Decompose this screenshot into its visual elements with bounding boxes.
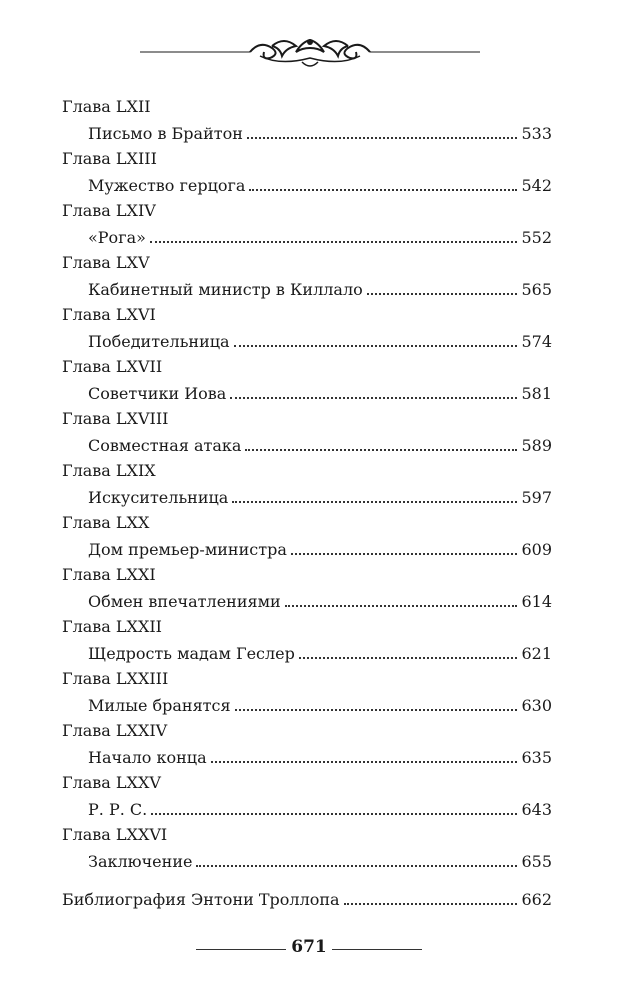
- dot-leader: [245, 449, 517, 451]
- toc-chapter: [62, 460, 552, 512]
- toc-entry[interactable]: [88, 539, 552, 561]
- chapter-page: 614: [521, 592, 552, 611]
- chapter-title: Начало конца: [88, 748, 207, 767]
- footer-rule-right: [332, 949, 422, 950]
- toc-chapter: [62, 356, 552, 408]
- chapter-label: Глава LXXIV: [62, 721, 168, 740]
- chapter-label: Глава LXX: [62, 513, 150, 532]
- toc-chapter: [62, 824, 552, 876]
- chapter-page: 565: [521, 280, 552, 299]
- chapter-title: Победительница: [88, 332, 230, 351]
- chapter-page: 552: [521, 228, 552, 247]
- chapter-page: 635: [521, 748, 552, 767]
- chapter-label: Глава LXXII: [62, 617, 162, 636]
- toc-entry[interactable]: [88, 747, 552, 769]
- toc-chapter: [62, 148, 552, 200]
- chapter-page: 643: [521, 800, 552, 819]
- dot-leader: [151, 813, 517, 815]
- dot-leader: [367, 293, 518, 295]
- dot-leader: [232, 501, 517, 503]
- toc-chapter: [62, 564, 552, 616]
- chapter-page: 533: [521, 124, 552, 143]
- toc-chapter: [62, 772, 552, 824]
- chapter-page: 589: [521, 436, 552, 455]
- toc-entry[interactable]: [88, 591, 552, 613]
- bibliography-entry[interactable]: [62, 889, 552, 911]
- dot-leader: [234, 345, 518, 347]
- dot-leader: [230, 397, 517, 399]
- chapter-label: Глава LXII: [62, 97, 151, 116]
- toc-entry[interactable]: [88, 331, 552, 353]
- chapter-label: Глава LXV: [62, 253, 150, 272]
- chapter-page: 621: [521, 644, 552, 663]
- chapter-title: Советчики Иова: [88, 384, 227, 403]
- chapter-label: Глава LXXI: [62, 565, 156, 584]
- chapter-title: Искусительница: [88, 488, 229, 507]
- chapter-page: 630: [521, 696, 552, 715]
- toc-chapter: [62, 252, 552, 304]
- toc-chapter: [62, 96, 552, 148]
- toc-chapter: [62, 668, 552, 720]
- chapter-label: Глава LXVI: [62, 305, 156, 324]
- toc-chapter: [62, 512, 552, 564]
- chapter-page: 655: [521, 852, 552, 871]
- dot-leader: [291, 553, 518, 555]
- dot-leader: [247, 137, 518, 139]
- dot-leader: [211, 761, 518, 763]
- bibliography-title: Библиография Энтони Троллопа: [62, 890, 340, 909]
- chapter-title: «Рога»: [88, 228, 146, 247]
- chapter-title: Совместная атака: [88, 436, 242, 455]
- toc-entry[interactable]: [88, 175, 552, 197]
- chapter-label: Глава LXVIII: [62, 409, 169, 428]
- toc-entry[interactable]: [88, 487, 552, 509]
- chapter-label: Глава LXIX: [62, 461, 156, 480]
- table-of-contents: [62, 96, 552, 876]
- chapter-page: 542: [521, 176, 552, 195]
- toc-entry[interactable]: [88, 227, 552, 249]
- chapter-title: Письмо в Брайтон: [88, 124, 243, 143]
- chapter-page: 574: [521, 332, 552, 351]
- chapter-label: Глава LXIII: [62, 149, 157, 168]
- chapter-label: Глава LXXIII: [62, 669, 169, 688]
- toc-entry[interactable]: [88, 851, 552, 873]
- chapter-title: Обмен впечатлениями: [88, 592, 281, 611]
- chapter-label: Глава LXXV: [62, 773, 161, 792]
- dot-leader: [285, 605, 518, 607]
- page-footer: [0, 935, 618, 965]
- toc-entry[interactable]: [88, 643, 552, 665]
- chapter-title: Р. Р. С.: [88, 800, 148, 819]
- chapter-title: Милые бранятся: [88, 696, 231, 715]
- dot-leader: [344, 903, 518, 905]
- dot-leader: [150, 241, 518, 243]
- chapter-title: Дом премьер-министра: [88, 540, 287, 559]
- chapter-label: Глава LXVII: [62, 357, 163, 376]
- chapter-title: Кабинетный министр в Киллало: [88, 280, 363, 299]
- toc-entry[interactable]: [88, 435, 552, 457]
- chapter-page: 581: [521, 384, 552, 403]
- dot-leader: [235, 709, 518, 711]
- decorative-flourish-icon: [140, 32, 480, 72]
- dot-leader: [249, 189, 517, 191]
- toc-chapter: [62, 304, 552, 356]
- bibliography-page: 662: [521, 890, 552, 909]
- toc-entry[interactable]: [88, 799, 552, 821]
- toc-entry[interactable]: [88, 123, 552, 145]
- chapter-title: Мужество герцога: [88, 176, 246, 195]
- chapter-page: 609: [521, 540, 552, 559]
- toc-chapter: [62, 200, 552, 252]
- toc-entry[interactable]: [88, 383, 552, 405]
- toc-chapter: [62, 616, 552, 668]
- toc-entry[interactable]: [88, 695, 552, 717]
- page-number: 671: [291, 937, 327, 957]
- toc-entry[interactable]: [88, 279, 552, 301]
- chapter-label: Глава LXIV: [62, 201, 156, 220]
- chapter-label: Глава LXXVI: [62, 825, 168, 844]
- dot-leader: [196, 865, 517, 867]
- chapter-title: Щедрость мадам Геслер: [88, 644, 295, 663]
- dot-leader: [299, 657, 518, 659]
- toc-chapter: [62, 720, 552, 772]
- toc-chapter: [62, 408, 552, 460]
- chapter-title: Заключение: [88, 852, 193, 871]
- chapter-page: 597: [521, 488, 552, 507]
